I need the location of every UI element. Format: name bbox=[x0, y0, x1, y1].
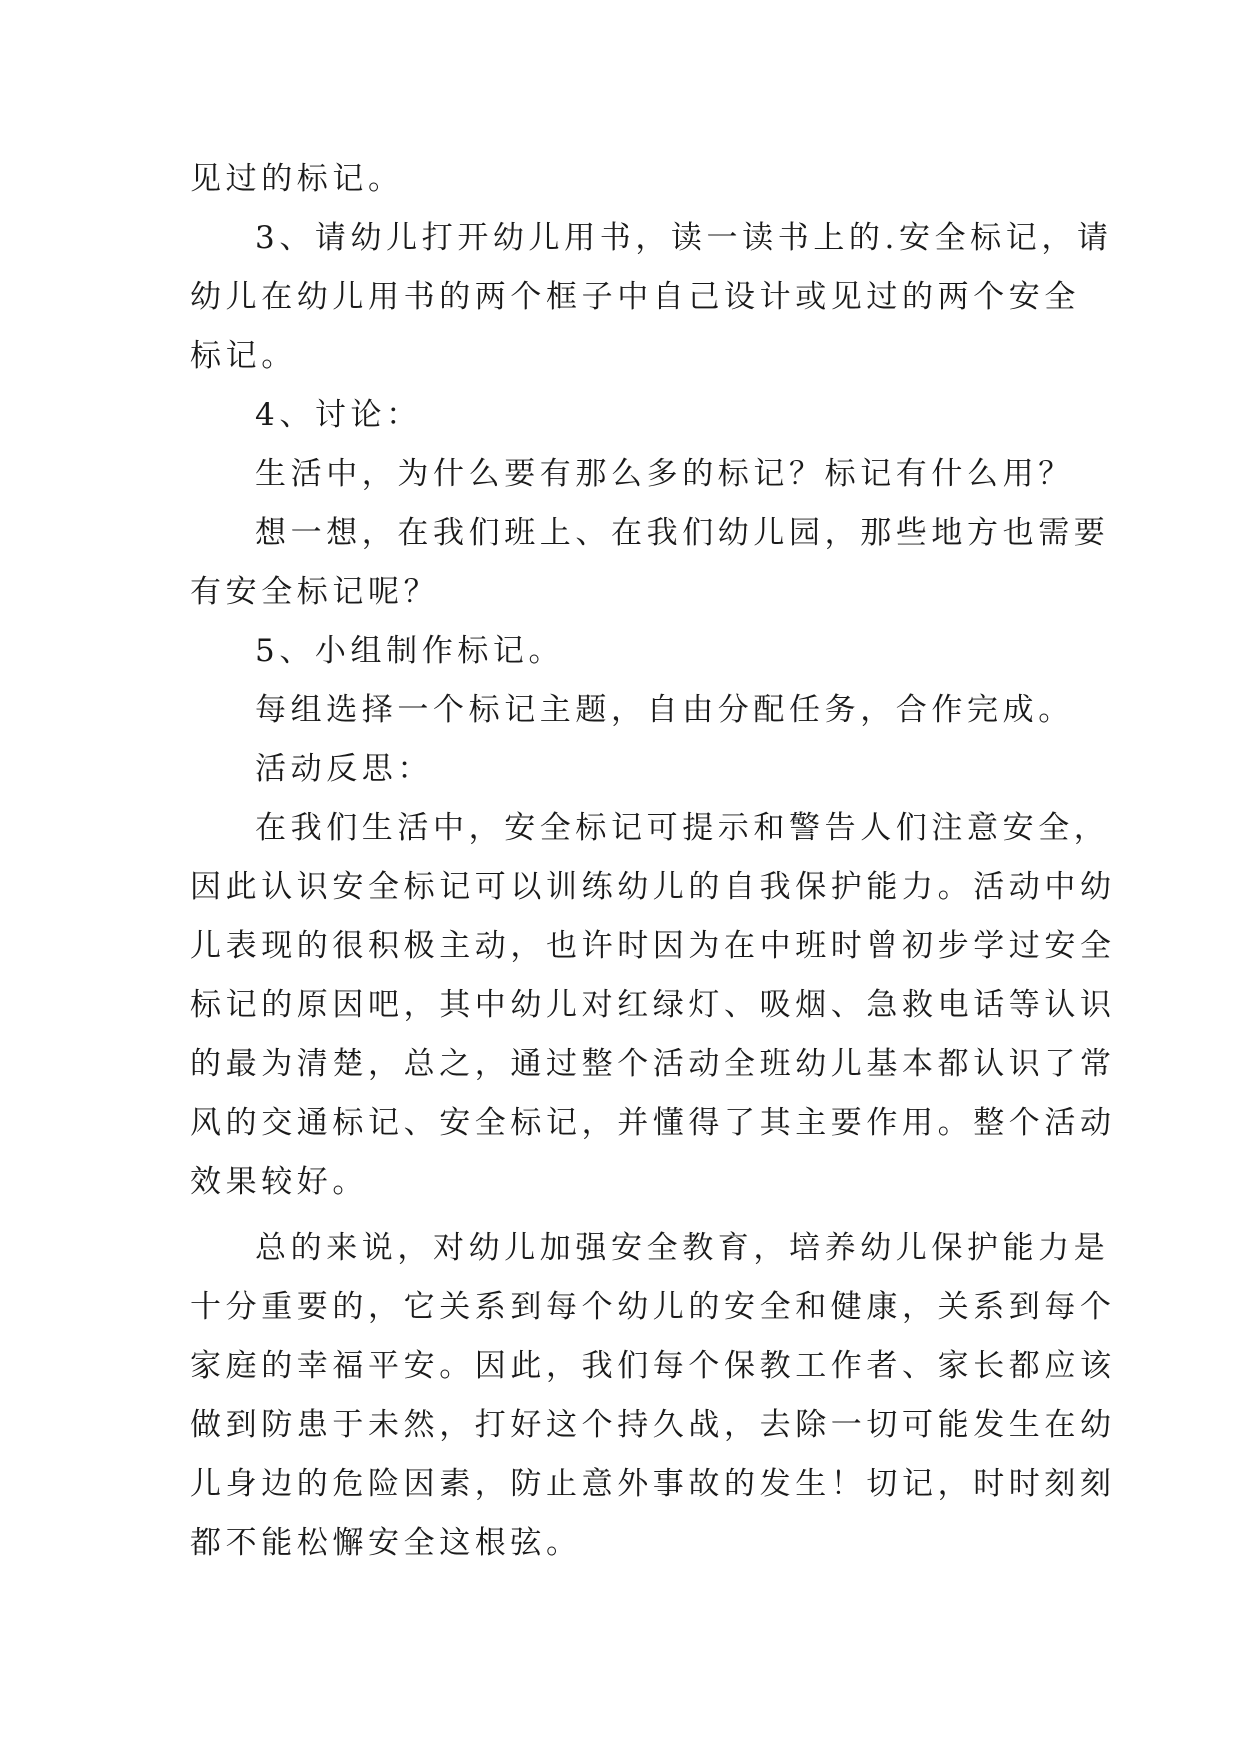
text-line: 每组选择一个标记主题，自由分配任务，合作完成。 bbox=[255, 692, 1074, 728]
text-line: 家庭的幸福平安。因此，我们每个保教工作者、家长都应该 bbox=[190, 1348, 1116, 1384]
text-line: 因此认识安全标记可以训练幼儿的自我保护能力。活动中幼 bbox=[190, 869, 1116, 905]
document-body bbox=[190, 150, 1116, 1573]
text-line: 儿表现的很积极主动，也许时因为在中班时曾初步学过安全 bbox=[190, 928, 1116, 964]
text-line: 想一想，在我们班上、在我们幼儿园，那些地方也需要 bbox=[255, 515, 1110, 551]
text-line: 效果较好。 bbox=[190, 1164, 368, 1200]
text-line: 在我们生活中，安全标记可提示和警告人们注意安全， bbox=[255, 810, 1110, 846]
text-line: 生活中，为什么要有那么多的标记？标记有什么用？ bbox=[255, 456, 1074, 492]
text-line: 十分重要的，它关系到每个幼儿的安全和健康，关系到每个 bbox=[190, 1289, 1116, 1325]
text-line: 活动反思： bbox=[255, 751, 433, 787]
text-line: 总的来说，对幼儿加强安全教育，培养幼儿保护能力是 bbox=[255, 1230, 1110, 1266]
paragraph-gap bbox=[190, 1212, 1060, 1219]
text-line: 有安全标记呢？ bbox=[190, 574, 440, 610]
text-line: 5、小组制作标记。 bbox=[255, 633, 565, 669]
text-line: 风的交通标记、安全标记，并懂得了其主要作用。整个活动 bbox=[190, 1105, 1116, 1141]
text-line: 见过的标记。 bbox=[190, 161, 404, 197]
text-line: 做到防患于未然，打好这个持久战，去除一切可能发生在幼 bbox=[190, 1407, 1116, 1443]
text-line: 4、讨论： bbox=[255, 397, 422, 433]
text-line: 标记。 bbox=[190, 338, 297, 374]
text-line: 标记的原因吧，其中幼儿对红绿灯、吸烟、急救电话等认识 bbox=[190, 987, 1116, 1023]
text-line: 幼儿在幼儿用书的两个框子中自己设计或见过的两个安全 bbox=[190, 279, 1080, 315]
text-line: 儿身边的危险因素，防止意外事故的发生！切记，时时刻刻 bbox=[190, 1466, 1116, 1502]
text-line: 3、请幼儿打开幼儿用书，读一读书上的.安全标记，请 bbox=[255, 220, 1113, 256]
text-line: 的最为清楚，总之，通过整个活动全班幼儿基本都认识了常 bbox=[190, 1046, 1116, 1082]
text-line: 都不能松懈安全这根弦。 bbox=[190, 1525, 582, 1561]
